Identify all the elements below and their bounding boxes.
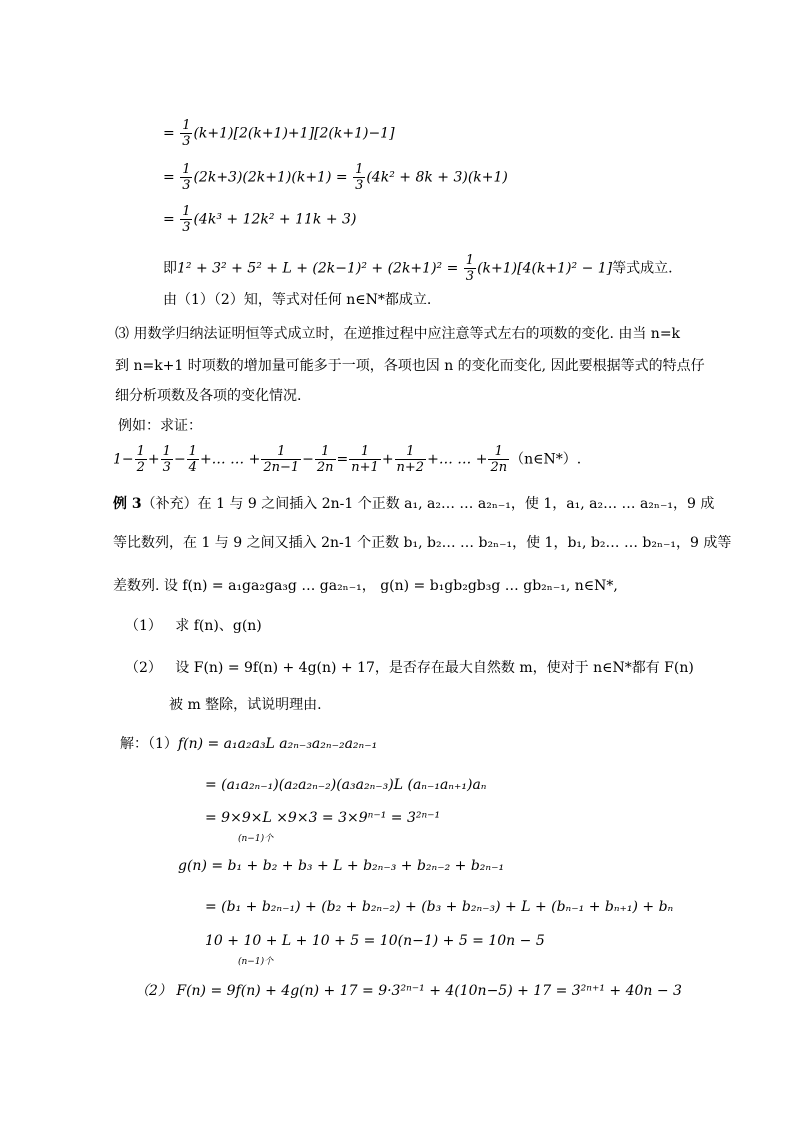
formula-tail: （n∈N*）. xyxy=(510,451,582,468)
question-2-text: 设 F(n) = 9f(n) + 4g(n) + 17，是否存在最大自然数 m，使对于 n∈N*都有 F(n) xyxy=(175,660,694,676)
solution-f-underbrace-label: (n−1)个 xyxy=(238,834,274,844)
equation-line-2 xyxy=(163,162,508,193)
example-3-line-3: 差数列. 设 f(n) = a₁ga₂ga₃g … ga₂ₙ₋₁， g(n) = b₁gb₂gb₃g … gb₂ₙ₋₁, n∈N*, xyxy=(113,578,618,594)
sum-of-squares-right: (k+1)[4(k+1)² − 1] xyxy=(477,260,613,277)
formula-one: 1− xyxy=(113,451,134,468)
fraction-third: $\frac{1}{3}$ xyxy=(162,444,171,475)
ellipsis: +… … + xyxy=(427,451,488,468)
solution-g-underbrace-label: (n−1)个 xyxy=(238,957,274,967)
solution-g-pairing: = (b₁ + b₂ₙ₋₁) + (b₂ + b₂ₙ₋₂) + (b₃ + b₂ₙ₋₃) + L + (bₙ₋₁ + bₙ₊₁) + bₙ xyxy=(205,899,674,915)
fraction-one-third: $\frac{1}{3}$ xyxy=(182,162,191,193)
example-3-label: 例 3 xyxy=(113,496,142,512)
equation-line-1-text: (k+1)[2(k+1)+1][2(k+1)−1] xyxy=(193,125,395,142)
question-1-number: （1） xyxy=(125,618,162,634)
example-3-line-2: 等比数列，在 1 与 9 之间又插入 2n-1 个正数 b₁, b₂… … b₂ₙ₋₁，使 1，b₁, b₂… … b₂ₙ₋₁，9 成等 xyxy=(113,535,732,551)
example-3-line-1-text: （补充）在 1 与 9 之间插入 2n-1 个正数 a₁, a₂… … a₂ₙ₋₁，使 1，a₁, a₂… … a₂ₙ₋₁，9 成 xyxy=(141,496,715,512)
solution-label: 解：（1） xyxy=(120,736,178,752)
equals-sign: = xyxy=(163,169,180,186)
paragraph-3-line-2: 到 n=k+1 时项数的增加量可能多于一项，各项也因 n 的变化而变化, 因此要根据等式的特点仔 xyxy=(115,358,705,374)
solution-line-1 xyxy=(120,734,377,754)
fraction-1-over-2n: $\frac{1}{2n}$ xyxy=(490,444,508,475)
equation-line-3 xyxy=(163,204,356,235)
example-formula: 1− $\frac{1}{2}$ + $\frac{1}{3}$ − $\frac{1}{4}$ +… … + $\frac{1}{2n-1}$ − $\frac{1}{2n}$ = $\frac{1}{n+1}$ + $\frac{1}{n+2}$ +… … + $\frac{1}{2n}$ （n∈N*）. xyxy=(113,444,582,475)
fraction-quarter: $\frac{1}{4}$ xyxy=(188,444,197,475)
fraction-one-third: $\frac{1}{3}$ xyxy=(182,118,191,149)
solution-f-definition: f(n) = a₁a₂a₃L a₂ₙ₋₃a₂ₙ₋₂a₂ₙ₋₁ xyxy=(177,736,378,752)
sum-of-squares-left: 1² + 3² + 5² + L + (2k−1)² + (2k+1)² = xyxy=(177,260,463,277)
fraction-1-over-n-plus-1: $\frac{1}{n+1}$ xyxy=(351,444,379,475)
fraction-1-over-2n: $\frac{1}{2n}$ xyxy=(316,444,334,475)
fraction-one-third: $\frac{1}{3}$ xyxy=(182,204,191,235)
equation-line-2-text: (4k² + 8k + 3)(k+1) xyxy=(366,169,508,186)
solution-g-definition: g(n) = b₁ + b₂ + b₃ + L + b₂ₙ₋₃ + b₂ₙ₋₂ + b₂ₙ₋₁ xyxy=(178,858,505,874)
paragraph-3-line-1: ⑶ 用数学归纳法证明恒等式成立时，在逆推过程中应注意等式左右的项数的变化. 由当 n=k xyxy=(115,326,681,342)
fraction-1-over-2n-minus-1: $\frac{1}{2n-1}$ xyxy=(263,444,300,475)
question-2-continued: 被 m 整除，试说明理由. xyxy=(169,697,322,713)
fraction-one-third: $\frac{1}{3}$ xyxy=(355,162,364,193)
ji-prefix: 即 xyxy=(163,260,177,277)
question-1 xyxy=(125,616,262,636)
paragraph-3-line-3: 细分析项数及各项的变化情况. xyxy=(115,388,302,404)
question-1-text: 求 f(n)、g(n) xyxy=(175,618,262,634)
ellipsis: +… … + xyxy=(199,451,261,468)
equation-line-3-text: (4k³ + 12k² + 11k + 3) xyxy=(193,211,357,228)
equation-line-1 xyxy=(163,118,395,149)
fraction-half: $\frac{1}{2}$ xyxy=(136,444,145,475)
conclusion-text: 由（1）（2）知，等式对任何 n∈N*都成立. xyxy=(163,292,432,308)
question-2-number: （2） xyxy=(125,660,162,676)
fraction-1-over-n-plus-2: $\frac{1}{n+2}$ xyxy=(396,444,425,475)
solution-g-result: 10 + 10 + L + 10 + 5 = 10(n−1) + 5 = 10n − 5 xyxy=(205,933,545,949)
ji-suffix: 等式成立. xyxy=(612,260,673,277)
example-3-line-1 xyxy=(113,494,714,514)
equals-sign: = xyxy=(163,211,180,228)
example-label: 例如：求证： xyxy=(118,418,202,434)
equation-line-2-mid: (2k+3)(2k+1)(k+1) = xyxy=(193,169,353,186)
solution-f-pairing: = (a₁a₂ₙ₋₁)(a₂a₂ₙ₋₂)(a₃a₂ₙ₋₃)L (aₙ₋₁aₙ₊₁)aₙ xyxy=(205,777,487,793)
equals-sign: = xyxy=(163,125,180,142)
solution-f-result: = 9×9×L ×9×3 = 3×9ⁿ⁻¹ = 3²ⁿ⁻¹ xyxy=(205,810,441,826)
fraction-one-third: $\frac{1}{3}$ xyxy=(465,253,475,284)
equation-conclusion-line xyxy=(163,253,673,284)
question-2 xyxy=(125,658,694,678)
solution-part-2: （2） F(n) = 9f(n) + 4g(n) + 17 = 9·3²ⁿ⁻¹ + 4(10n−5) + 17 = 3²ⁿ⁺¹ + 40n − 3 xyxy=(135,983,682,999)
